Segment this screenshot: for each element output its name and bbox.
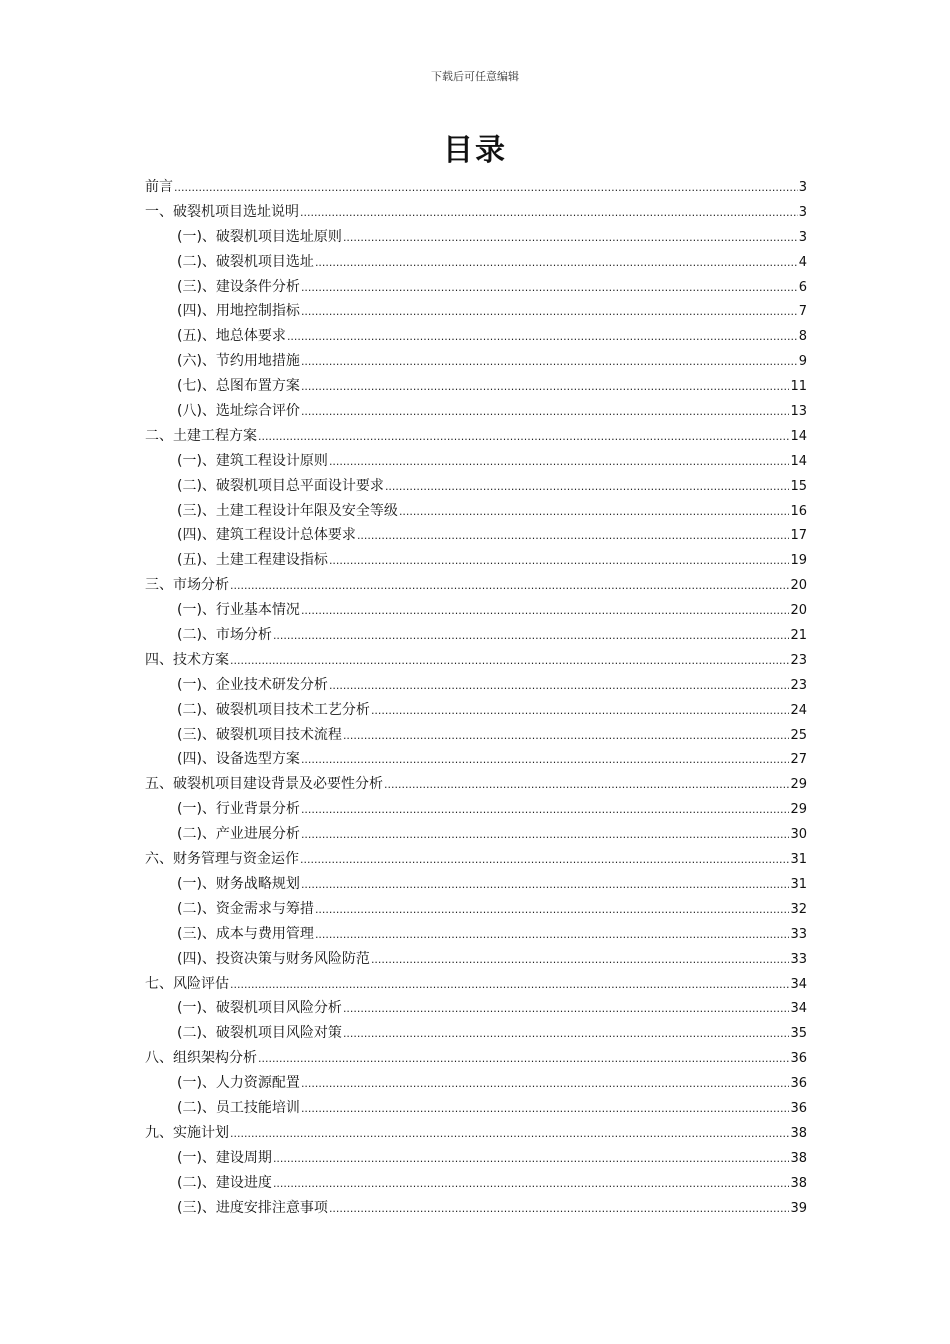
toc-entry[interactable] — [145, 548, 807, 573]
toc-entry[interactable] — [145, 897, 807, 922]
toc-entry[interactable] — [145, 698, 807, 723]
toc-entry-page: 23 — [790, 652, 807, 668]
toc-dot-leader — [315, 251, 798, 276]
toc-entry[interactable] — [145, 474, 807, 499]
toc-dot-leader — [273, 624, 790, 649]
toc-entry-page: 33 — [790, 926, 807, 942]
toc-entry[interactable] — [145, 947, 807, 972]
toc-entry-label: (五)、土建工程建设指标 — [177, 552, 328, 569]
toc-entry-label: (二)、破裂机项目总平面设计要求 — [177, 477, 384, 494]
toc-entry-label: 八、组织架构分析 — [145, 1050, 257, 1067]
toc-dot-leader — [315, 923, 790, 948]
toc-dot-leader — [343, 226, 798, 251]
toc-entry-page: 21 — [790, 628, 807, 644]
toc-dot-leader — [343, 1022, 790, 1047]
toc-entry-page: 35 — [790, 1026, 807, 1042]
toc-dot-leader — [384, 773, 789, 798]
toc-entry-page: 27 — [790, 752, 807, 768]
toc-entry[interactable] — [145, 299, 807, 324]
toc-dot-leader — [301, 873, 790, 898]
toc-entry-page: 25 — [790, 727, 807, 743]
toc-dot-leader — [329, 549, 790, 574]
toc-entry[interactable] — [145, 349, 807, 374]
toc-entry-label: (一)、建设周期 — [177, 1149, 272, 1166]
toc-entry-page: 4 — [798, 254, 807, 270]
toc-entry-page: 24 — [790, 702, 807, 718]
toc-dot-leader — [357, 524, 790, 549]
toc-entry-page: 9 — [798, 354, 807, 370]
toc-title: 目录 — [443, 133, 507, 168]
toc-entry-page: 17 — [790, 528, 807, 544]
toc-entry-page: 3 — [798, 229, 807, 245]
toc-dot-leader — [230, 973, 789, 998]
toc-dot-leader — [385, 475, 790, 500]
toc-dot-leader — [230, 649, 789, 674]
toc-entry-label: (四)、建筑工程设计总体要求 — [177, 527, 356, 544]
toc-entry[interactable] — [145, 200, 807, 225]
toc-entry[interactable] — [145, 374, 807, 399]
toc-dot-leader — [273, 1147, 790, 1172]
toc-dot-leader — [329, 450, 790, 475]
toc-dot-leader — [301, 300, 798, 325]
toc-entry-label: (一)、企业技术研发分析 — [177, 676, 328, 693]
toc-entry-page: 14 — [790, 453, 807, 469]
toc-entry-page: 20 — [790, 603, 807, 619]
toc-entry-label: 六、财务管理与资金运作 — [145, 851, 299, 868]
toc-entry-page: 38 — [790, 1150, 807, 1166]
toc-entry[interactable] — [145, 772, 807, 797]
toc-entry-label: (四)、用地控制指标 — [177, 303, 300, 320]
toc-entry-label: (一)、行业背景分析 — [177, 801, 300, 818]
toc-entry-page: 23 — [790, 677, 807, 693]
toc-entry-label: (六)、节约用地措施 — [177, 353, 300, 370]
toc-entry-label: (二)、员工技能培训 — [177, 1099, 300, 1116]
toc-entry[interactable] — [145, 424, 807, 449]
toc-dot-leader — [301, 798, 790, 823]
toc-dot-leader — [399, 500, 790, 525]
page-header: 下载后可任意编辑 — [431, 70, 519, 83]
toc-entry[interactable] — [145, 1071, 807, 1096]
toc-dot-leader — [301, 1072, 790, 1097]
toc-entry[interactable] — [145, 598, 807, 623]
toc-entry-label: (二)、产业进展分析 — [177, 826, 300, 843]
toc-entry[interactable] — [145, 573, 807, 598]
toc-dot-leader — [174, 176, 798, 201]
toc-entry-label: 九、实施计划 — [145, 1124, 229, 1141]
toc-entry[interactable] — [145, 1121, 807, 1146]
toc-entry-page: 29 — [790, 802, 807, 818]
toc-dot-leader — [329, 1197, 790, 1222]
toc-entry[interactable] — [145, 872, 807, 897]
toc-entry[interactable] — [145, 1096, 807, 1121]
toc-entry[interactable] — [145, 1021, 807, 1046]
toc-entry-label: 五、破裂机项目建设背景及必要性分析 — [145, 776, 383, 793]
toc-entry-page: 33 — [790, 951, 807, 967]
toc-dot-leader — [301, 599, 790, 624]
toc-entry[interactable] — [145, 449, 807, 474]
toc-entry-label: (一)、财务战略规划 — [177, 875, 300, 892]
toc-entry-page: 30 — [790, 827, 807, 843]
toc-dot-leader — [230, 574, 789, 599]
toc-entry-label: (三)、土建工程设计年限及安全等级 — [177, 502, 398, 519]
toc-entry[interactable] — [145, 175, 807, 200]
toc-entry-page: 31 — [790, 852, 807, 868]
toc-entry-page: 19 — [790, 553, 807, 569]
toc-entry[interactable] — [145, 673, 807, 698]
toc-entry-page: 38 — [790, 1175, 807, 1191]
toc-entry[interactable] — [145, 324, 807, 349]
toc-entry[interactable] — [145, 723, 807, 748]
toc-entry[interactable] — [145, 499, 807, 524]
toc-entry-label: (一)、建筑工程设计原则 — [177, 452, 328, 469]
toc-entry[interactable] — [145, 523, 807, 548]
toc-dot-leader — [371, 948, 790, 973]
toc-entry-label: (一)、破裂机项目风险分析 — [177, 1000, 342, 1017]
toc-entry-label: (三)、建设条件分析 — [177, 278, 300, 295]
toc-entry-page: 32 — [790, 901, 807, 917]
toc-entry[interactable] — [145, 747, 807, 772]
toc-entry[interactable] — [145, 922, 807, 947]
toc-dot-leader — [258, 425, 789, 450]
toc-entry-label: 三、市场分析 — [145, 577, 229, 594]
toc-entry-label: 前言 — [145, 179, 173, 195]
toc-entry-label: (二)、破裂机项目选址 — [177, 253, 314, 270]
toc-dot-leader — [287, 325, 798, 350]
toc-entry-page: 34 — [790, 1001, 807, 1017]
toc-entry-label: (二)、资金需求与筹措 — [177, 900, 314, 917]
toc-entry-page: 39 — [790, 1200, 807, 1216]
toc-entry-label: (七)、总图布置方案 — [177, 378, 300, 395]
table-of-contents — [145, 175, 807, 1220]
toc-entry-label: (二)、市场分析 — [177, 627, 272, 644]
toc-entry-page: 20 — [790, 578, 807, 594]
toc-entry-label: (五)、地总体要求 — [177, 328, 286, 345]
toc-entry[interactable] — [145, 797, 807, 822]
toc-entry-page: 13 — [790, 404, 807, 420]
toc-dot-leader — [300, 201, 798, 226]
toc-dot-leader — [258, 1047, 789, 1072]
toc-entry-page: 36 — [790, 1051, 807, 1067]
toc-entry-label: (三)、成本与费用管理 — [177, 925, 314, 942]
toc-entry-page: 36 — [790, 1076, 807, 1092]
toc-entry-label: (二)、破裂机项目技术工艺分析 — [177, 701, 370, 718]
toc-entry-label: 四、技术方案 — [145, 651, 229, 668]
toc-entry-label: 七、风险评估 — [145, 975, 229, 992]
toc-entry-label: 二、土建工程方案 — [145, 427, 257, 444]
toc-dot-leader — [301, 748, 790, 773]
toc-dot-leader — [301, 375, 790, 400]
toc-entry[interactable] — [145, 1146, 807, 1171]
toc-entry-page: 7 — [798, 304, 807, 320]
toc-entry[interactable] — [145, 275, 807, 300]
toc-dot-leader — [371, 699, 790, 724]
toc-entry-page: 8 — [798, 329, 807, 345]
toc-entry[interactable] — [145, 1046, 807, 1071]
toc-dot-leader — [301, 1097, 790, 1122]
toc-entry-label: (三)、破裂机项目技术流程 — [177, 726, 342, 743]
toc-dot-leader — [301, 276, 798, 301]
toc-entry-label: (四)、投资决策与财务风险防范 — [177, 950, 370, 967]
toc-entry[interactable] — [145, 996, 807, 1021]
toc-entry-page: 31 — [790, 876, 807, 892]
toc-entry-label: (四)、设备选型方案 — [177, 751, 300, 768]
toc-dot-leader — [301, 823, 790, 848]
toc-entry-page: 36 — [790, 1100, 807, 1116]
toc-dot-leader — [343, 724, 790, 749]
toc-entry-page: 14 — [790, 428, 807, 444]
toc-dot-leader — [329, 674, 790, 699]
toc-entry-label: (三)、进度安排注意事项 — [177, 1199, 328, 1216]
toc-dot-leader — [300, 848, 789, 873]
toc-dot-leader — [343, 997, 790, 1022]
toc-dot-leader — [273, 1172, 790, 1197]
toc-entry[interactable] — [145, 822, 807, 847]
toc-entry[interactable] — [145, 972, 807, 997]
toc-entry-label: (八)、选址综合评价 — [177, 403, 300, 420]
toc-entry[interactable] — [145, 225, 807, 250]
toc-entry-page: 34 — [790, 976, 807, 992]
toc-entry[interactable] — [145, 1171, 807, 1196]
toc-entry[interactable] — [145, 623, 807, 648]
toc-entry-label: 一、破裂机项目选址说明 — [145, 203, 299, 220]
toc-dot-leader — [301, 400, 790, 425]
toc-entry[interactable] — [145, 399, 807, 424]
toc-entry-page: 3 — [798, 180, 807, 195]
toc-entry-label: (一)、破裂机项目选址原则 — [177, 228, 342, 245]
toc-entry-label: (二)、破裂机项目风险对策 — [177, 1025, 342, 1042]
toc-entry-page: 16 — [790, 503, 807, 519]
toc-entry-page: 6 — [798, 279, 807, 295]
toc-entry[interactable] — [145, 250, 807, 275]
toc-entry-page: 3 — [798, 204, 807, 220]
toc-entry-page: 38 — [790, 1125, 807, 1141]
toc-entry[interactable] — [145, 1196, 807, 1221]
toc-dot-leader — [315, 898, 790, 923]
toc-dot-leader — [230, 1122, 789, 1147]
toc-entry[interactable] — [145, 847, 807, 872]
toc-entry-label: (一)、人力资源配置 — [177, 1075, 300, 1092]
toc-entry-page: 11 — [790, 379, 807, 395]
toc-dot-leader — [301, 350, 798, 375]
toc-entry-label: (二)、建设进度 — [177, 1174, 272, 1191]
toc-entry[interactable] — [145, 648, 807, 673]
toc-entry-page: 29 — [790, 777, 807, 793]
toc-entry-page: 15 — [790, 478, 807, 494]
toc-entry-label: (一)、行业基本情况 — [177, 602, 300, 619]
